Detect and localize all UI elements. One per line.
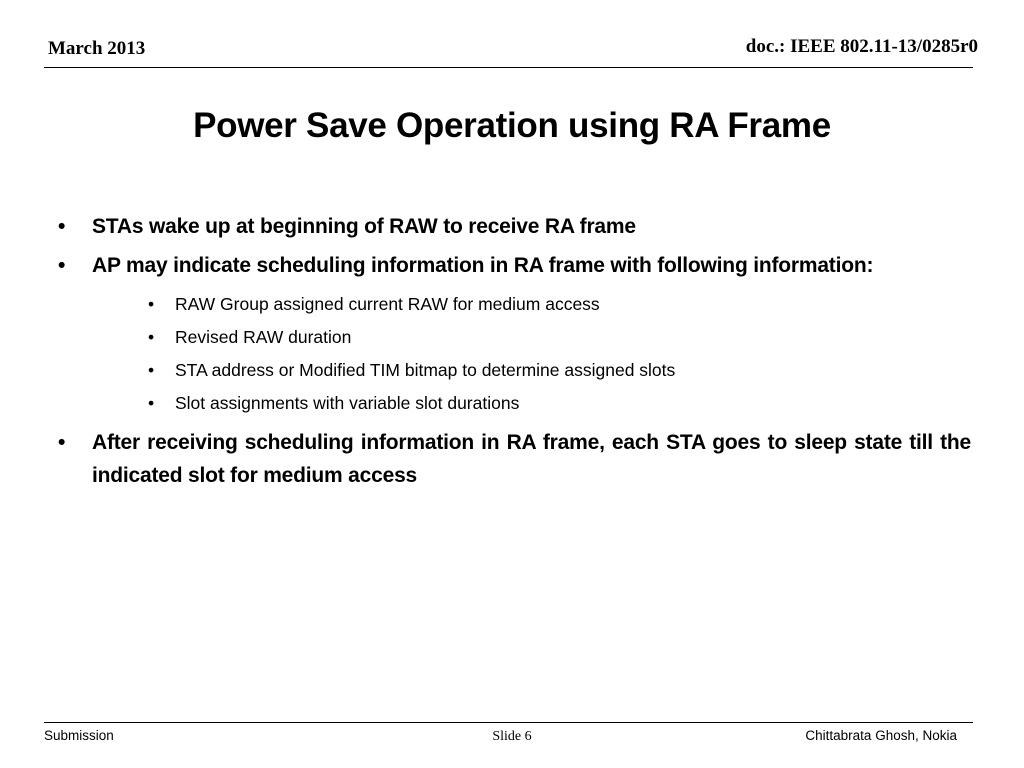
sub-bullet-text: Slot assignments with variable slot durations (175, 393, 520, 413)
bullet-text: After receiving scheduling information in RA frame, each STA goes to sleep state till the indicated slot for medium access (92, 431, 971, 487)
bullet-icon: • (58, 254, 66, 277)
header-date: March 2013 (48, 38, 146, 59)
footer-submission: Submission (44, 728, 114, 743)
sub-bullet-item (148, 321, 971, 354)
bullet-item (56, 210, 971, 243)
sub-bullet-item (148, 354, 971, 387)
slide-body (56, 210, 971, 498)
sub-bullet-text: Revised RAW duration (175, 327, 352, 347)
footer-divider (44, 722, 973, 723)
sub-bullet-list (148, 288, 971, 420)
footer-slide-number: Slide 6 (492, 729, 532, 744)
header-divider (44, 67, 973, 68)
sub-bullet-item (148, 288, 971, 321)
bullet-item (56, 426, 971, 492)
header-doc-id: doc.: IEEE 802.11-13/0285r0 (745, 36, 978, 57)
sub-bullet-item (148, 387, 971, 420)
bullet-text: AP may indicate scheduling information in RA frame with following information: (92, 254, 874, 277)
footer-author: Chittabrata Ghosh, Nokia (805, 728, 957, 743)
sub-bullet-icon: • (148, 294, 155, 314)
slide-title: Power Save Operation using RA Frame (193, 106, 831, 145)
bullet-item (56, 249, 971, 282)
bullet-icon: • (58, 431, 66, 454)
bullet-text: STAs wake up at beginning of RAW to receive RA frame (92, 215, 636, 238)
sub-bullet-text: RAW Group assigned current RAW for medium access (175, 294, 600, 314)
bullet-icon: • (58, 215, 66, 238)
sub-bullet-icon: • (148, 327, 155, 347)
sub-bullet-icon: • (148, 393, 155, 413)
sub-bullet-text: STA address or Modified TIM bitmap to determine assigned slots (175, 360, 676, 380)
sub-bullet-icon: • (148, 360, 155, 380)
